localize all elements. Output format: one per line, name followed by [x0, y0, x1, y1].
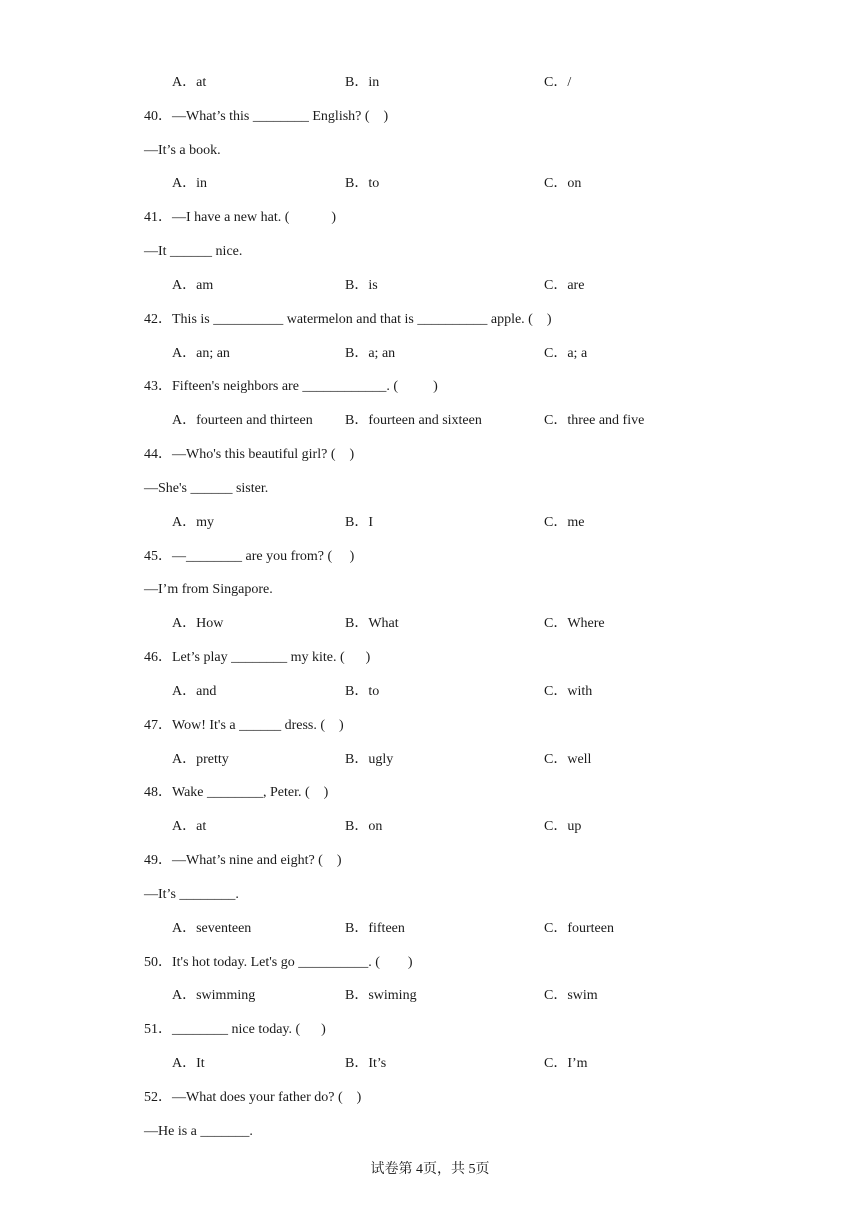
option-c: C．/ [544, 75, 572, 90]
question-line: —It’s a book. [144, 143, 221, 158]
option-a: A．It [172, 1056, 205, 1071]
option-a: A．and [172, 684, 217, 699]
option-c: C．a; a [544, 346, 588, 361]
question-line: 40．—What’s this ________ English? ( ) [144, 109, 389, 124]
question-line: —She's ______ sister. [144, 481, 269, 496]
option-b: B．fourteen and sixteen [345, 413, 482, 428]
option-a: A．my [172, 515, 214, 530]
question-line: 46．Let’s play ________ my kite. ( ) [144, 650, 371, 665]
option-a: A．pretty [172, 752, 229, 767]
option-c: C．up [544, 819, 582, 834]
option-b: B．swiming [345, 988, 417, 1003]
question-line: 50．It's hot today. Let's go __________. ( ) [144, 955, 413, 970]
option-a: A．How [172, 616, 224, 631]
question-line: 47．Wow! It's a ______ dress. ( ) [144, 718, 344, 733]
option-c: C．Where [544, 616, 605, 631]
option-a: A．at [172, 819, 207, 834]
option-c: C．swim [544, 988, 598, 1003]
option-b: B．is [345, 278, 378, 293]
option-a: A．swimming [172, 988, 256, 1003]
option-a: A．fourteen and thirteen [172, 413, 313, 428]
question-line: 49．—What’s nine and eight? ( ) [144, 853, 342, 868]
option-b: B．to [345, 684, 380, 699]
page-footer: 试卷第 4页，共 5页 [370, 1162, 490, 1177]
option-b: B．a; an [345, 346, 396, 361]
option-c: C．on [544, 176, 582, 191]
question-line: 51．________ nice today. ( ) [144, 1022, 326, 1037]
option-a: A．am [172, 278, 214, 293]
option-c: C．three and five [544, 413, 645, 428]
option-c: C．with [544, 684, 593, 699]
option-b: B．I [345, 515, 373, 530]
question-line: 41．—I have a new hat. ( ) [144, 210, 337, 225]
question-line: —It’s ________. [144, 887, 239, 902]
option-b: B．in [345, 75, 380, 90]
option-b: B．to [345, 176, 380, 191]
option-b: B．ugly [345, 752, 394, 767]
option-a: A．seventeen [172, 921, 252, 936]
option-c: C．are [544, 278, 585, 293]
option-b: B．fifteen [345, 921, 405, 936]
option-b: B．It’s [345, 1056, 387, 1071]
option-a: A．in [172, 176, 207, 191]
question-line: 43．Fifteen's neighbors are ____________. ( ) [144, 379, 438, 394]
question-line: —It ______ nice. [144, 244, 243, 259]
option-c: C．fourteen [544, 921, 614, 936]
option-b: B．What [345, 616, 399, 631]
question-line: 42．This is __________ watermelon and that is __________ apple. ( ) [144, 312, 552, 327]
option-c: C．well [544, 752, 592, 767]
question-line: 52．—What does your father do? ( ) [144, 1090, 362, 1105]
question-line: —I’m from Singapore. [144, 582, 273, 597]
option-c: C．me [544, 515, 585, 530]
question-line: —He is a _______. [144, 1124, 253, 1139]
option-a: A．an; an [172, 346, 230, 361]
question-line: 45．—________ are you from? ( ) [144, 549, 355, 564]
question-line: 48．Wake ________, Peter. ( ) [144, 785, 329, 800]
option-a: A．at [172, 75, 207, 90]
question-line: 44．—Who's this beautiful girl? ( ) [144, 447, 355, 462]
option-b: B．on [345, 819, 383, 834]
option-c: C．I’m [544, 1056, 588, 1071]
